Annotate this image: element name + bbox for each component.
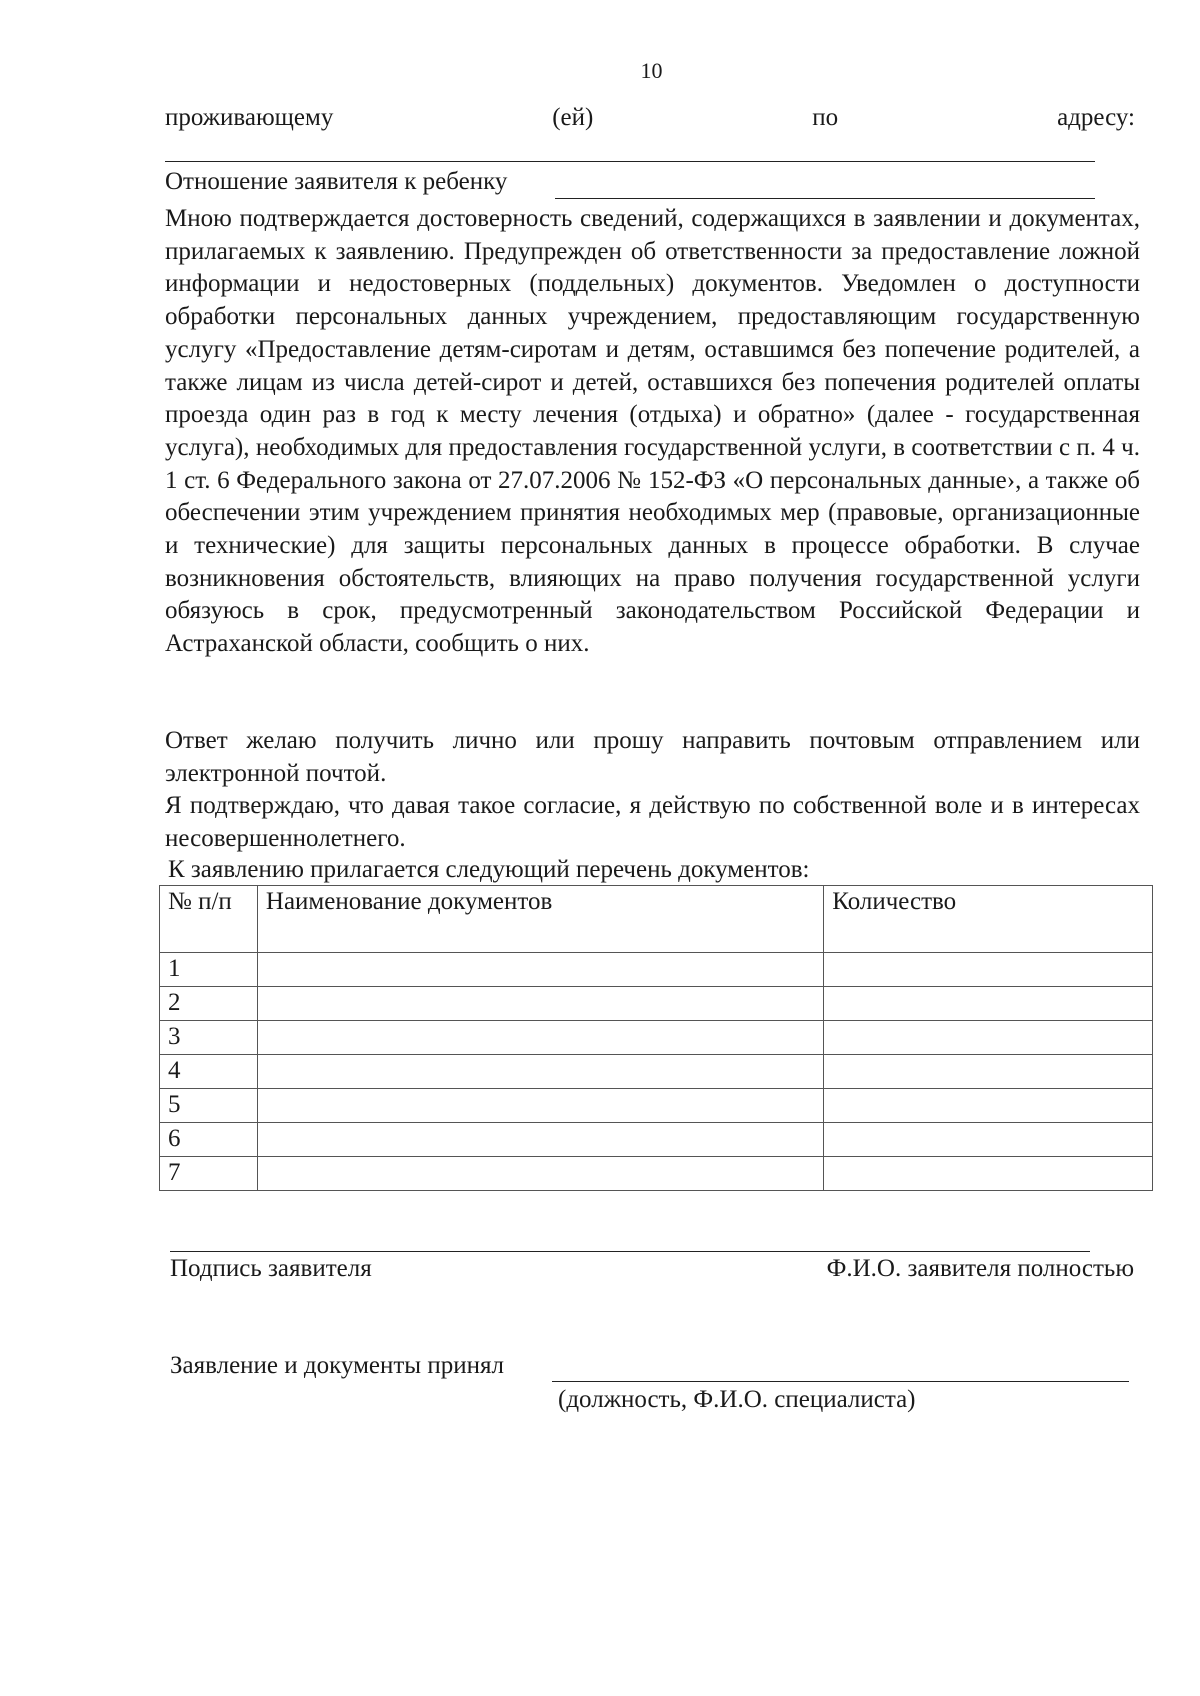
acceptance-note: (должность, Ф.И.О. специалиста) xyxy=(558,1386,916,1413)
address-word: (ей) xyxy=(552,104,594,131)
cell-document-name[interactable] xyxy=(257,953,823,987)
table-header-row xyxy=(160,886,1153,953)
cell-document-name[interactable] xyxy=(257,1089,823,1123)
cell-quantity[interactable] xyxy=(824,1089,1153,1123)
cell-quantity[interactable] xyxy=(824,1021,1153,1055)
table-row xyxy=(160,1055,1153,1089)
confirmation-paragraph: Я подтверждаю, что давая такое согласие, я действую по собственной воле и в интересах несовершеннолетнего. xyxy=(165,792,1140,852)
address-word: адресу: xyxy=(1057,104,1135,131)
acceptance-blank-line[interactable] xyxy=(552,1381,1129,1382)
response-paragraph: Ответ желаю получить лично или прошу направить почтовым отправлением или электронной почтой. xyxy=(165,727,1140,787)
cell-document-name[interactable] xyxy=(257,987,823,1021)
table-row xyxy=(160,987,1153,1021)
documents-table xyxy=(159,885,1153,1191)
table-row xyxy=(160,1089,1153,1123)
signature-label: Подпись заявителя xyxy=(170,1255,372,1282)
cell-number: 7 xyxy=(160,1157,258,1191)
signature-blank-line[interactable] xyxy=(170,1251,1090,1252)
address-blank-line[interactable] xyxy=(165,161,1095,162)
cell-document-name[interactable] xyxy=(257,1157,823,1191)
confirmation-text xyxy=(165,790,1140,855)
cell-number: 5 xyxy=(160,1089,258,1123)
relation-blank-line[interactable] xyxy=(555,198,1095,199)
cell-number: 6 xyxy=(160,1123,258,1157)
cell-document-name[interactable] xyxy=(257,1055,823,1089)
page-number: 10 xyxy=(640,58,663,83)
header-number: № п/п xyxy=(160,886,258,953)
address-line xyxy=(165,104,1135,132)
cell-quantity[interactable] xyxy=(824,1157,1153,1191)
cell-number: 1 xyxy=(160,953,258,987)
cell-quantity[interactable] xyxy=(824,1123,1153,1157)
cell-quantity[interactable] xyxy=(824,987,1153,1021)
cell-number: 2 xyxy=(160,987,258,1021)
table-row xyxy=(160,1123,1153,1157)
cell-number: 3 xyxy=(160,1021,258,1055)
table-row xyxy=(160,953,1153,987)
table-caption: К заявлению прилагается следующий перечень документов: xyxy=(168,856,810,883)
consent-text xyxy=(165,203,1140,661)
address-word: по xyxy=(812,104,839,131)
acceptance-label: Заявление и документы принял xyxy=(170,1352,504,1379)
full-name-label: Ф.И.О. заявителя полностью xyxy=(826,1255,1134,1282)
table-row xyxy=(160,1157,1153,1191)
cell-document-name[interactable] xyxy=(257,1021,823,1055)
cell-quantity[interactable] xyxy=(824,953,1153,987)
cell-document-name[interactable] xyxy=(257,1123,823,1157)
response-text xyxy=(165,725,1140,790)
cell-number: 4 xyxy=(160,1055,258,1089)
consent-paragraph: Мною подтверждается достоверность сведений, содержащихся в заявлении и документах, прилагаемых к заявлению. Предупрежден об ответственности за предоставление ложной информации и недостоверных (поддельных) документов. Уведомлен о доступности обработки персональных данных учреждением, предоставляющим государственную услугу «Предоставление детям-сиротам и детям, оставшимся без попечение родителей, а также лицам из числа детей-сирот и детей, оставшихся без попечения родителей оплаты проезда один раз в год к месту лечения (отдыха) и обратно» (далее - государственная услуга), необходимых для предоставления государственной услуги, в соответствии с п. 4 ч. 1 ст. 6 Федерального закона от 27.07.2006 № 152-ФЗ «О персональных данные›, а также об обеспечении этим учреждением принятия необходимых мер (правовые, организационные и технические) для защиты персональных данных в процессе обработки. В случае возникновения обстоятельств, влияющих на право получения государственной услуги обязуюсь в срок, предусмотренный законодательством Российской Федерации и Астраханской области, сообщить о них. xyxy=(165,205,1140,658)
header-document-name: Наименование документов xyxy=(257,886,823,953)
table-row xyxy=(160,1021,1153,1055)
cell-quantity[interactable] xyxy=(824,1055,1153,1089)
relation-label: Отношение заявителя к ребенку xyxy=(165,168,508,195)
header-quantity: Количество xyxy=(824,886,1153,953)
address-word: проживающему xyxy=(165,104,334,131)
